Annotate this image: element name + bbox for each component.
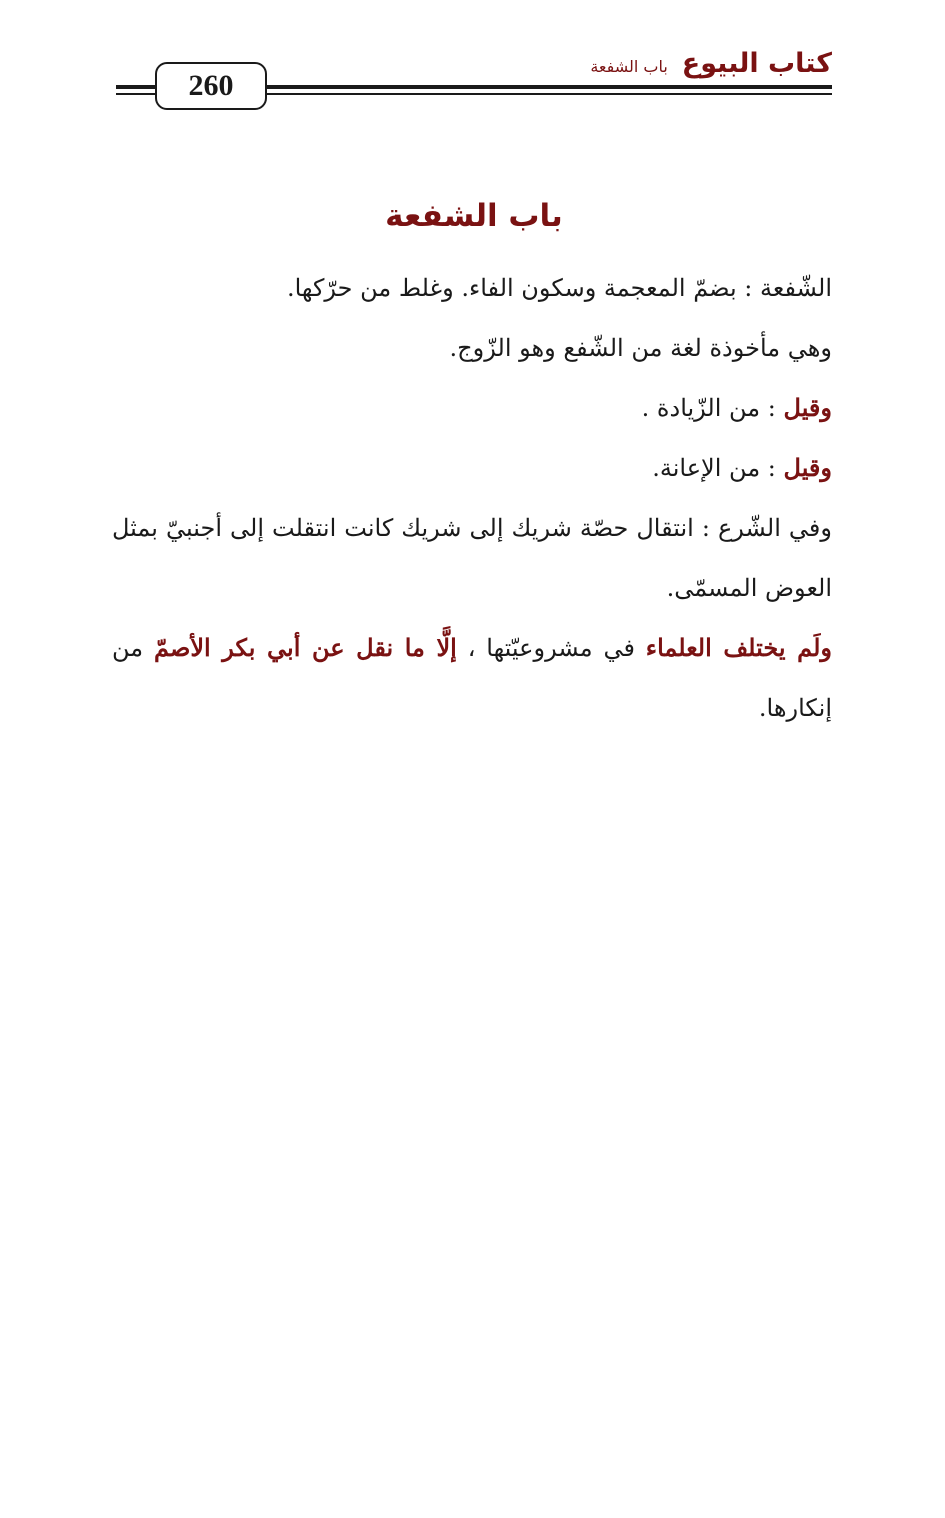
opinion-label: وقيل bbox=[783, 453, 832, 482]
paragraph-scholars bbox=[112, 618, 832, 738]
highlight-exception: إلَّا ما نقل عن أبي بكر الأصمّ bbox=[153, 633, 457, 662]
body-text bbox=[112, 258, 832, 738]
paragraph-opinion-increase bbox=[112, 378, 832, 438]
section-title: باب الشفعة bbox=[590, 57, 668, 76]
paragraph-definition: الشّفعة : بضمّ المعجمة وسكون الفاء. وغلط من حرّكها. bbox=[286, 274, 832, 302]
page-number: 260 bbox=[155, 62, 267, 110]
paragraph-etymology: وهي مأخوذة لغة من الشّفع وهو الزّوج. bbox=[449, 334, 832, 362]
running-header bbox=[0, 0, 945, 130]
plain-text: من إنكارها. bbox=[112, 634, 832, 722]
highlight-scholars: ولَم يختلف العلماء bbox=[645, 633, 833, 662]
opinion-text: : من الإعانة. bbox=[652, 454, 784, 482]
book-title: كتاب البيوع bbox=[681, 48, 832, 79]
running-title bbox=[590, 48, 832, 80]
opinion-text: : من الزّيادة . bbox=[641, 394, 784, 422]
opinion-label: وقيل bbox=[783, 393, 832, 422]
chapter-heading: باب الشفعة bbox=[385, 198, 563, 234]
paragraph-legal-definition: وفي الشّرع : انتقال حصّة شريك إلى شريك كانت انتقلت إلى أجنبيّ بمثل العوض المسمّى. bbox=[112, 514, 832, 602]
plain-text: في مشروعيّتها ، bbox=[456, 634, 646, 662]
paragraph-opinion-aid bbox=[112, 438, 832, 498]
